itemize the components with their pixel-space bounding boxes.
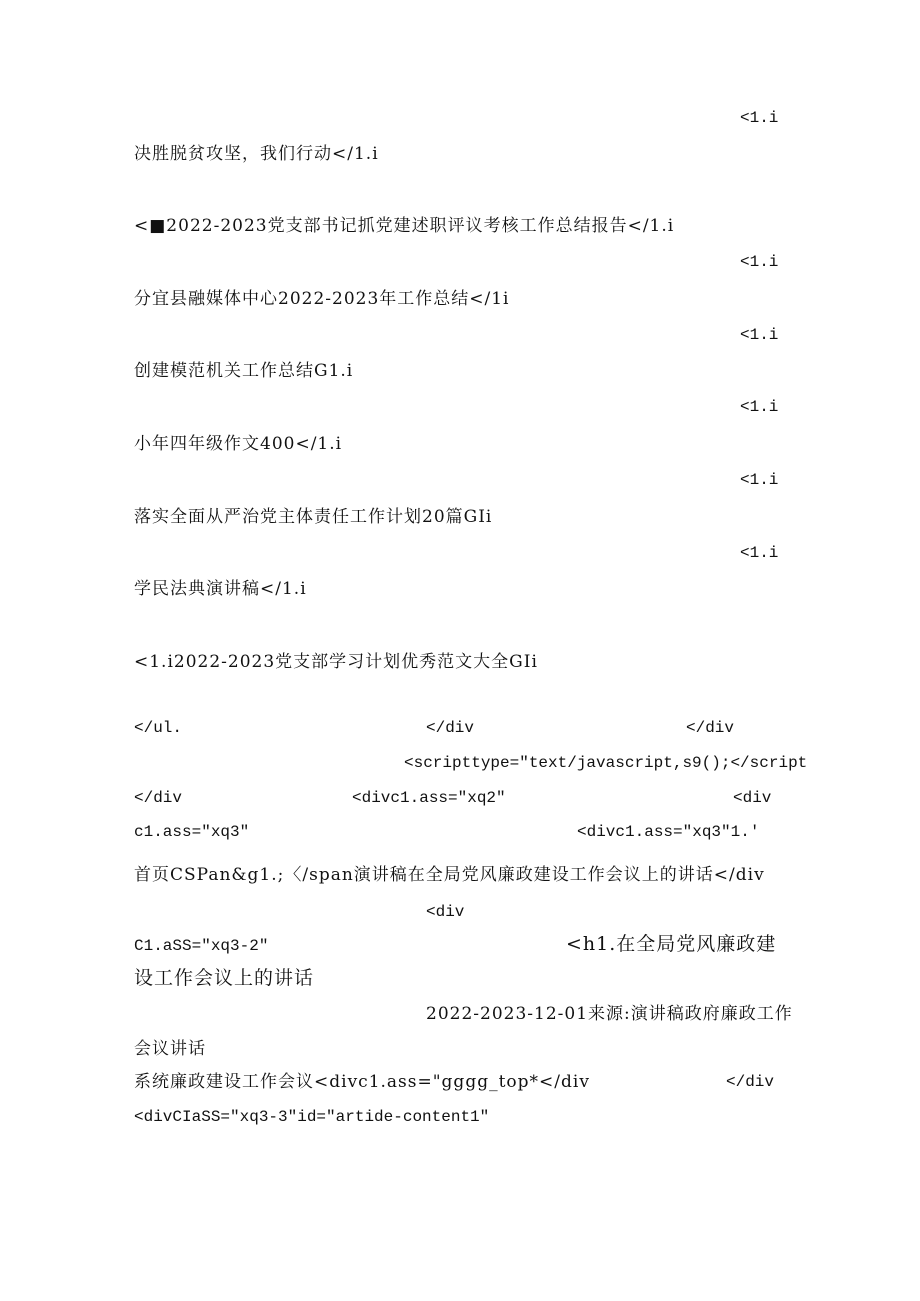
- script-fragment: <scripttype="text/javascript,s9();</script: [404, 754, 808, 772]
- list-item[interactable]: 小年四年级作文400</1.i: [134, 434, 343, 454]
- list-marker: <1.i: [740, 326, 779, 344]
- list-marker: <1.i: [740, 253, 779, 271]
- list-marker: <1.i: [740, 398, 779, 416]
- list-marker: <1.i: [740, 109, 779, 127]
- markup-fragment: <divc1.ass="xq2": [352, 789, 506, 807]
- article-title: <h1.在全局党风廉政建: [566, 933, 777, 955]
- list-item[interactable]: 落实全面从严治党主体责任工作计划20篇GIi: [134, 507, 493, 527]
- list-item[interactable]: 创建模范机关工作总结G1.i: [134, 361, 354, 381]
- markup-fragment: </div: [686, 719, 735, 737]
- list-marker: <1.i: [740, 544, 779, 562]
- list-item[interactable]: 分宜县融媒体中心2022-2023年工作总结</1i: [134, 289, 510, 309]
- markup-fragment: c1.ass="xq3": [134, 823, 250, 841]
- article-title-cont: 设工作会议上的讲话: [134, 967, 315, 989]
- markup-fragment: </div: [726, 1073, 775, 1091]
- list-item[interactable]: 学民法典演讲稿</1.i: [134, 579, 307, 599]
- article-meta: 2022-2023-12-01来源:演讲稿政府廉政工作: [426, 1004, 793, 1024]
- list-item[interactable]: 决胜脱贫攻坚，我们行动</1.i: [134, 144, 379, 164]
- markup-fragment: <divc1.ass="xq3"1.': [577, 823, 760, 841]
- list-item[interactable]: <1.i2022-2023党支部学习计划优秀范文大全GIi: [134, 652, 538, 672]
- list-item[interactable]: <■2022-2023党支部书记抓党建述职评议考核工作总结报告</1.i: [134, 216, 675, 236]
- markup-fragment: </div: [426, 719, 475, 737]
- list-marker: <1.i: [740, 471, 779, 489]
- markup-fragment: <divCIaSS="xq3-3"id="artide-content1": [134, 1108, 490, 1126]
- markup-fragment: <div: [733, 789, 772, 807]
- article-meta-cont: 会议讲话: [134, 1039, 206, 1059]
- breadcrumb[interactable]: 首页CSPan&g1.;〈/span演讲稿在全局党风廉政建设工作会议上的讲话</div: [134, 865, 765, 885]
- markup-fragment: <div: [426, 903, 465, 921]
- tag-line: 系统廉政建设工作会议<divc1.ass="gggg_top*</div: [134, 1072, 590, 1092]
- markup-fragment: </div: [134, 789, 183, 807]
- markup-fragment: </ul.: [134, 719, 183, 737]
- markup-fragment: C1.aSS="xq3-2": [134, 937, 269, 955]
